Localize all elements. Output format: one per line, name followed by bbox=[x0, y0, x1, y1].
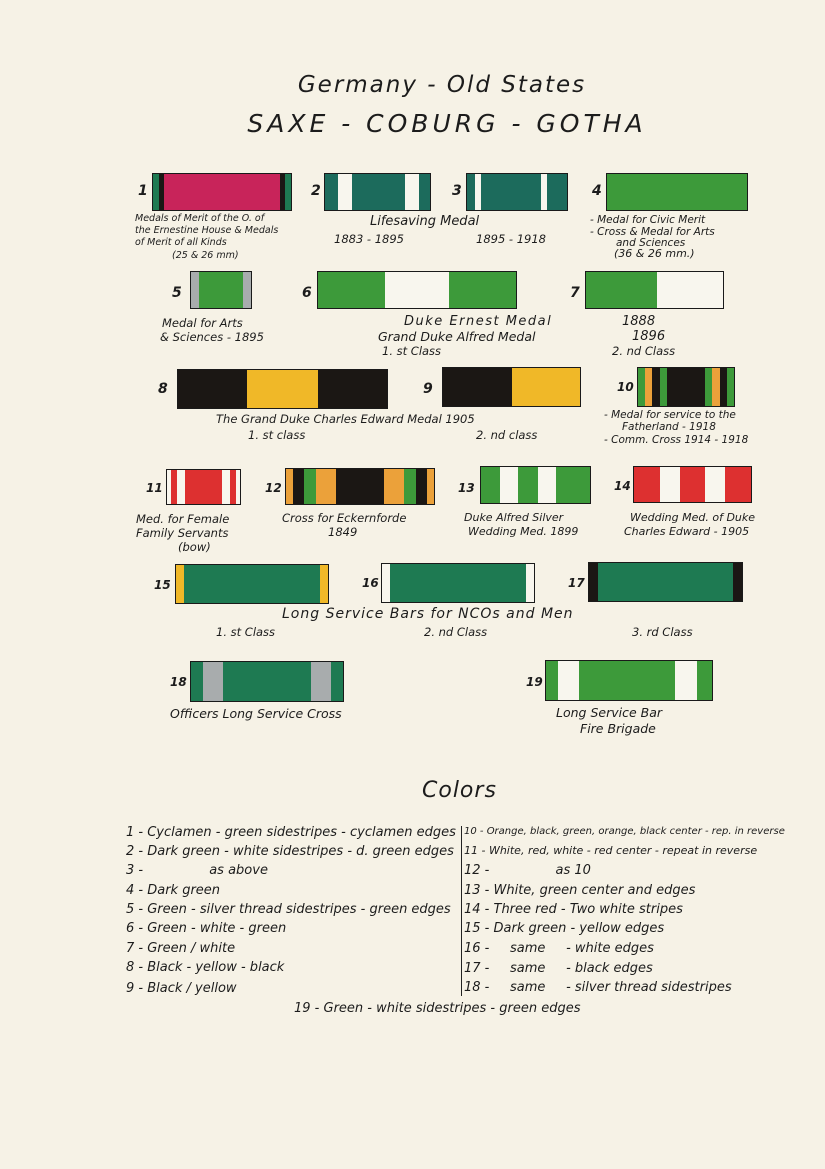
ribbon-1-label: (25 & 26 mm) bbox=[172, 250, 239, 261]
ribbon-7 bbox=[585, 271, 724, 309]
ribbon-stripe bbox=[184, 565, 321, 603]
ribbon-number: 17 bbox=[568, 576, 585, 590]
color-entry: 14 - Three red - Two white stripes bbox=[464, 902, 683, 917]
ribbon-stripe bbox=[318, 272, 385, 308]
ribbon-stripe bbox=[247, 370, 318, 408]
ribbon-number: 19 bbox=[526, 675, 543, 689]
ribbon-stripe bbox=[191, 272, 199, 308]
color-entry: 7 - Green / white bbox=[126, 941, 236, 956]
colors-heading: Colors bbox=[422, 778, 497, 803]
ribbon-12-label: 1849 bbox=[328, 525, 358, 539]
ribbon-stripe bbox=[712, 368, 720, 406]
ribbon-number: 13 bbox=[458, 481, 475, 495]
color-entry: 1 - Cyclamen - green sidestripes - cyclamen edges bbox=[126, 825, 456, 840]
color-entry: 5 - Green - silver thread sidestripes - green edges bbox=[126, 902, 451, 917]
ribbon-stripe bbox=[286, 469, 293, 504]
ribbon-9-label: 2. nd class bbox=[476, 428, 538, 442]
ribbon-4-label: (36 & 26 mm.) bbox=[614, 247, 695, 260]
ribbon-2-label: 1883 - 1895 bbox=[334, 232, 404, 246]
color-entry: 17 - same - black edges bbox=[464, 961, 653, 976]
ribbon-number: 9 bbox=[423, 381, 433, 397]
ribbon-stripe bbox=[443, 368, 512, 406]
ribbon-stripe bbox=[556, 467, 590, 503]
ribbon-7-label: 1888 bbox=[622, 314, 656, 329]
ribbon-stripe bbox=[481, 467, 500, 503]
ribbon-19 bbox=[545, 660, 713, 701]
color-entry: 4 - Dark green bbox=[126, 883, 221, 898]
ribbon-8 bbox=[177, 369, 388, 409]
ribbon-stripe bbox=[705, 467, 725, 502]
ribbon-13-label: Wedding Med. 1899 bbox=[468, 525, 579, 538]
ribbon-19-label: Long Service Bar bbox=[556, 705, 662, 720]
ribbon-stripe bbox=[176, 565, 184, 603]
ribbon-stripe bbox=[589, 563, 598, 601]
color-entry-footer: 19 - Green - white sidestripes - green edges bbox=[294, 1001, 581, 1016]
ribbon-stripe bbox=[645, 368, 653, 406]
ribbon-4 bbox=[606, 173, 748, 211]
ribbon-stripe bbox=[481, 174, 541, 210]
ribbon-13-label: Duke Alfred Silver bbox=[464, 511, 564, 524]
ribbon-11-label: Med. for Female bbox=[136, 512, 230, 526]
ribbon-stripe bbox=[733, 563, 742, 601]
color-entry: 15 - Dark green - yellow edges bbox=[464, 921, 665, 936]
ribbon-stripe bbox=[660, 467, 680, 502]
ribbon-6-label: 1. st Class bbox=[382, 344, 442, 358]
ribbon-stripe bbox=[185, 470, 223, 504]
page-title: SAXE - COBURG - GOTHA bbox=[247, 109, 647, 138]
color-entry: 13 - White, green center and edges bbox=[464, 883, 696, 898]
ribbon-5-label: Medal for Arts bbox=[162, 316, 243, 330]
ribbon-stripe bbox=[385, 272, 448, 308]
ribbon-11 bbox=[166, 469, 241, 505]
ribbon-stripe bbox=[607, 174, 747, 210]
ribbon-3-label: 1895 - 1918 bbox=[476, 232, 546, 246]
ribbon-number: 18 bbox=[170, 675, 187, 689]
ribbon-stripe bbox=[526, 564, 534, 602]
ribbon-6-label: Grand Duke Alfred Medal bbox=[378, 329, 536, 344]
ribbon-stripe bbox=[293, 469, 303, 504]
ribbon-13 bbox=[480, 466, 591, 504]
ribbon-1 bbox=[152, 173, 292, 211]
ribbon-15-17-label: Long Service Bars for NCOs and Men bbox=[282, 606, 574, 622]
color-entry: 3 - as above bbox=[126, 863, 268, 878]
ribbon-stripe bbox=[512, 368, 581, 406]
ribbon-stripe bbox=[405, 174, 420, 210]
ribbon-stripe bbox=[725, 467, 751, 502]
ribbon-stripe bbox=[675, 661, 697, 700]
ribbon-stripe bbox=[222, 470, 229, 504]
ribbon-number: 3 bbox=[452, 183, 462, 199]
ribbon-12-label: Cross for Eckernforde bbox=[282, 511, 407, 525]
ribbon-number: 1 bbox=[138, 183, 148, 199]
ribbon-16-label: 2. nd Class bbox=[424, 625, 488, 639]
ribbon-stripe bbox=[338, 174, 353, 210]
ribbon-stripe bbox=[243, 272, 251, 308]
ribbon-stripe bbox=[558, 661, 580, 700]
ribbon-11-label: Family Servants bbox=[136, 526, 229, 540]
column-divider bbox=[461, 826, 462, 996]
ribbon-stripe bbox=[331, 662, 343, 701]
ribbon-number: 7 bbox=[570, 285, 580, 301]
ribbon-stripe bbox=[223, 662, 311, 701]
ribbon-stripe bbox=[382, 564, 390, 602]
ribbon-stripe bbox=[164, 174, 280, 210]
color-entry: 18 - same - silver thread sidestripes bbox=[464, 980, 732, 995]
color-entry: 9 - Black / yellow bbox=[126, 981, 237, 996]
ribbon-6-label: Duke Ernest Medal bbox=[404, 314, 553, 329]
ribbon-18-label: Officers Long Service Cross bbox=[170, 706, 342, 721]
ribbon-stripe bbox=[720, 368, 728, 406]
ribbon-5-label: & Sciences - 1895 bbox=[160, 330, 264, 344]
ribbon-stripe bbox=[178, 370, 247, 408]
ribbon-number: 5 bbox=[172, 285, 182, 301]
ribbon-stripe bbox=[680, 467, 706, 502]
ribbon-number: 8 bbox=[158, 381, 168, 397]
ribbon-stripe bbox=[652, 368, 660, 406]
page-subtitle: Germany - Old States bbox=[297, 72, 587, 98]
ribbon-stripe bbox=[416, 469, 426, 504]
ribbon-stripe bbox=[236, 470, 240, 504]
ribbon-12 bbox=[285, 468, 435, 505]
ribbon-stripe bbox=[538, 467, 557, 503]
ribbon-stripe bbox=[311, 662, 331, 701]
ribbon-number: 2 bbox=[311, 183, 321, 199]
ribbon-stripe bbox=[467, 174, 475, 210]
ribbon-number: 12 bbox=[265, 481, 282, 495]
ribbon-stripe bbox=[547, 174, 567, 210]
ribbon-stripe bbox=[203, 662, 223, 701]
ribbon-number: 6 bbox=[302, 285, 312, 301]
ribbon-10-label: - Comm. Cross 1914 - 1918 bbox=[604, 434, 749, 446]
color-entry: 11 - White, red, white - red center - repeat in reverse bbox=[464, 844, 758, 857]
ribbon-stripe bbox=[546, 661, 558, 700]
ribbon-stripe bbox=[352, 174, 405, 210]
ribbon-5 bbox=[190, 271, 252, 309]
ribbon-8-label: 1. st class bbox=[248, 428, 306, 442]
ribbon-10-label: - Medal for service to the bbox=[604, 409, 736, 421]
color-entry: 16 - same - white edges bbox=[464, 941, 654, 956]
ribbon-7-label: 2. nd Class bbox=[612, 344, 676, 358]
ribbon-14 bbox=[633, 466, 752, 503]
ribbon-stripe bbox=[667, 368, 705, 406]
ribbon-15 bbox=[175, 564, 329, 604]
ribbon-stripe bbox=[586, 272, 657, 308]
color-entry: 8 - Black - yellow - black bbox=[126, 960, 285, 975]
ribbon-stripe bbox=[660, 368, 667, 406]
ribbon-stripe bbox=[518, 467, 538, 503]
ribbon-stripe bbox=[325, 174, 338, 210]
ribbon-stripe bbox=[598, 563, 733, 601]
ribbon-stripe bbox=[285, 174, 291, 210]
ribbon-stripe bbox=[727, 368, 734, 406]
ribbon-stripe bbox=[199, 272, 242, 308]
ribbon-17-label: 3. rd Class bbox=[632, 625, 693, 639]
ribbon-1-label: the Ernestine House & Medals bbox=[135, 225, 279, 236]
ribbon-stripe bbox=[427, 469, 434, 504]
ribbon-1-label: Medals of Merit of the O. of bbox=[135, 213, 265, 224]
ribbon-15-label: 1. st Class bbox=[216, 625, 276, 639]
ribbon-stripe bbox=[638, 368, 645, 406]
ribbon-16 bbox=[381, 563, 535, 603]
color-entry: 2 - Dark green - white sidestripes - d. green edges bbox=[126, 844, 454, 859]
ribbon-stripe bbox=[318, 370, 387, 408]
ribbon-14-label: Charles Edward - 1905 bbox=[624, 525, 750, 538]
ribbon-4-label: - Medal for Civic Merit bbox=[590, 214, 706, 226]
ribbon-19-label: Fire Brigade bbox=[580, 721, 656, 736]
ribbon-number: 10 bbox=[617, 380, 634, 394]
ribbon-17 bbox=[588, 562, 743, 602]
ribbon-number: 4 bbox=[592, 183, 602, 199]
ribbon-stripe bbox=[697, 661, 712, 700]
ribbon-8-9-label: The Grand Duke Charles Edward Medal 1905 bbox=[216, 412, 475, 426]
ribbon-stripe bbox=[320, 565, 328, 603]
ribbon-4-label: - Cross & Medal for Arts bbox=[590, 226, 715, 238]
ribbon-2-3-label: Lifesaving Medal bbox=[370, 214, 480, 229]
ribbon-stripe bbox=[384, 469, 405, 504]
ribbon-stripe bbox=[390, 564, 527, 602]
ribbon-number: 11 bbox=[146, 481, 163, 495]
ribbon-number: 15 bbox=[154, 578, 171, 592]
ribbon-10-label: Fatherland - 1918 bbox=[622, 421, 716, 433]
ribbon-stripe bbox=[404, 469, 416, 504]
ribbon-stripe bbox=[657, 272, 723, 308]
ribbon-stripe bbox=[304, 469, 316, 504]
ribbon-number: 16 bbox=[362, 576, 379, 590]
ribbon-stripe bbox=[336, 469, 383, 504]
ribbon-4-label: and Sciences bbox=[616, 237, 686, 249]
ribbon-stripe bbox=[634, 467, 660, 502]
color-entry: 6 - Green - white - green bbox=[126, 921, 287, 936]
ribbon-stripe bbox=[419, 174, 430, 210]
ribbon-stripe bbox=[579, 661, 675, 700]
ribbon-stripe bbox=[191, 662, 203, 701]
ribbon-stripe bbox=[449, 272, 516, 308]
ribbon-2 bbox=[324, 173, 431, 211]
ribbon-7-label: 1896 bbox=[632, 329, 666, 344]
ribbon-number: 14 bbox=[614, 479, 631, 493]
ribbon-18 bbox=[190, 661, 344, 702]
ribbon-11-label: (bow) bbox=[178, 540, 211, 554]
ribbon-stripe bbox=[500, 467, 519, 503]
ribbon-10 bbox=[637, 367, 735, 407]
ribbon-14-label: Wedding Med. of Duke bbox=[630, 511, 756, 524]
ribbon-6 bbox=[317, 271, 517, 309]
color-entry: 12 - as 10 bbox=[464, 863, 591, 878]
ribbon-1-label: of Merit of all Kinds bbox=[135, 237, 227, 248]
ribbon-stripe bbox=[316, 469, 337, 504]
ribbon-stripe bbox=[705, 368, 712, 406]
ribbon-3 bbox=[466, 173, 568, 211]
ribbon-9 bbox=[442, 367, 581, 407]
ribbon-stripe bbox=[177, 470, 184, 504]
color-entry: 10 - Orange, black, green, orange, black center - rep. in reverse bbox=[464, 826, 785, 837]
